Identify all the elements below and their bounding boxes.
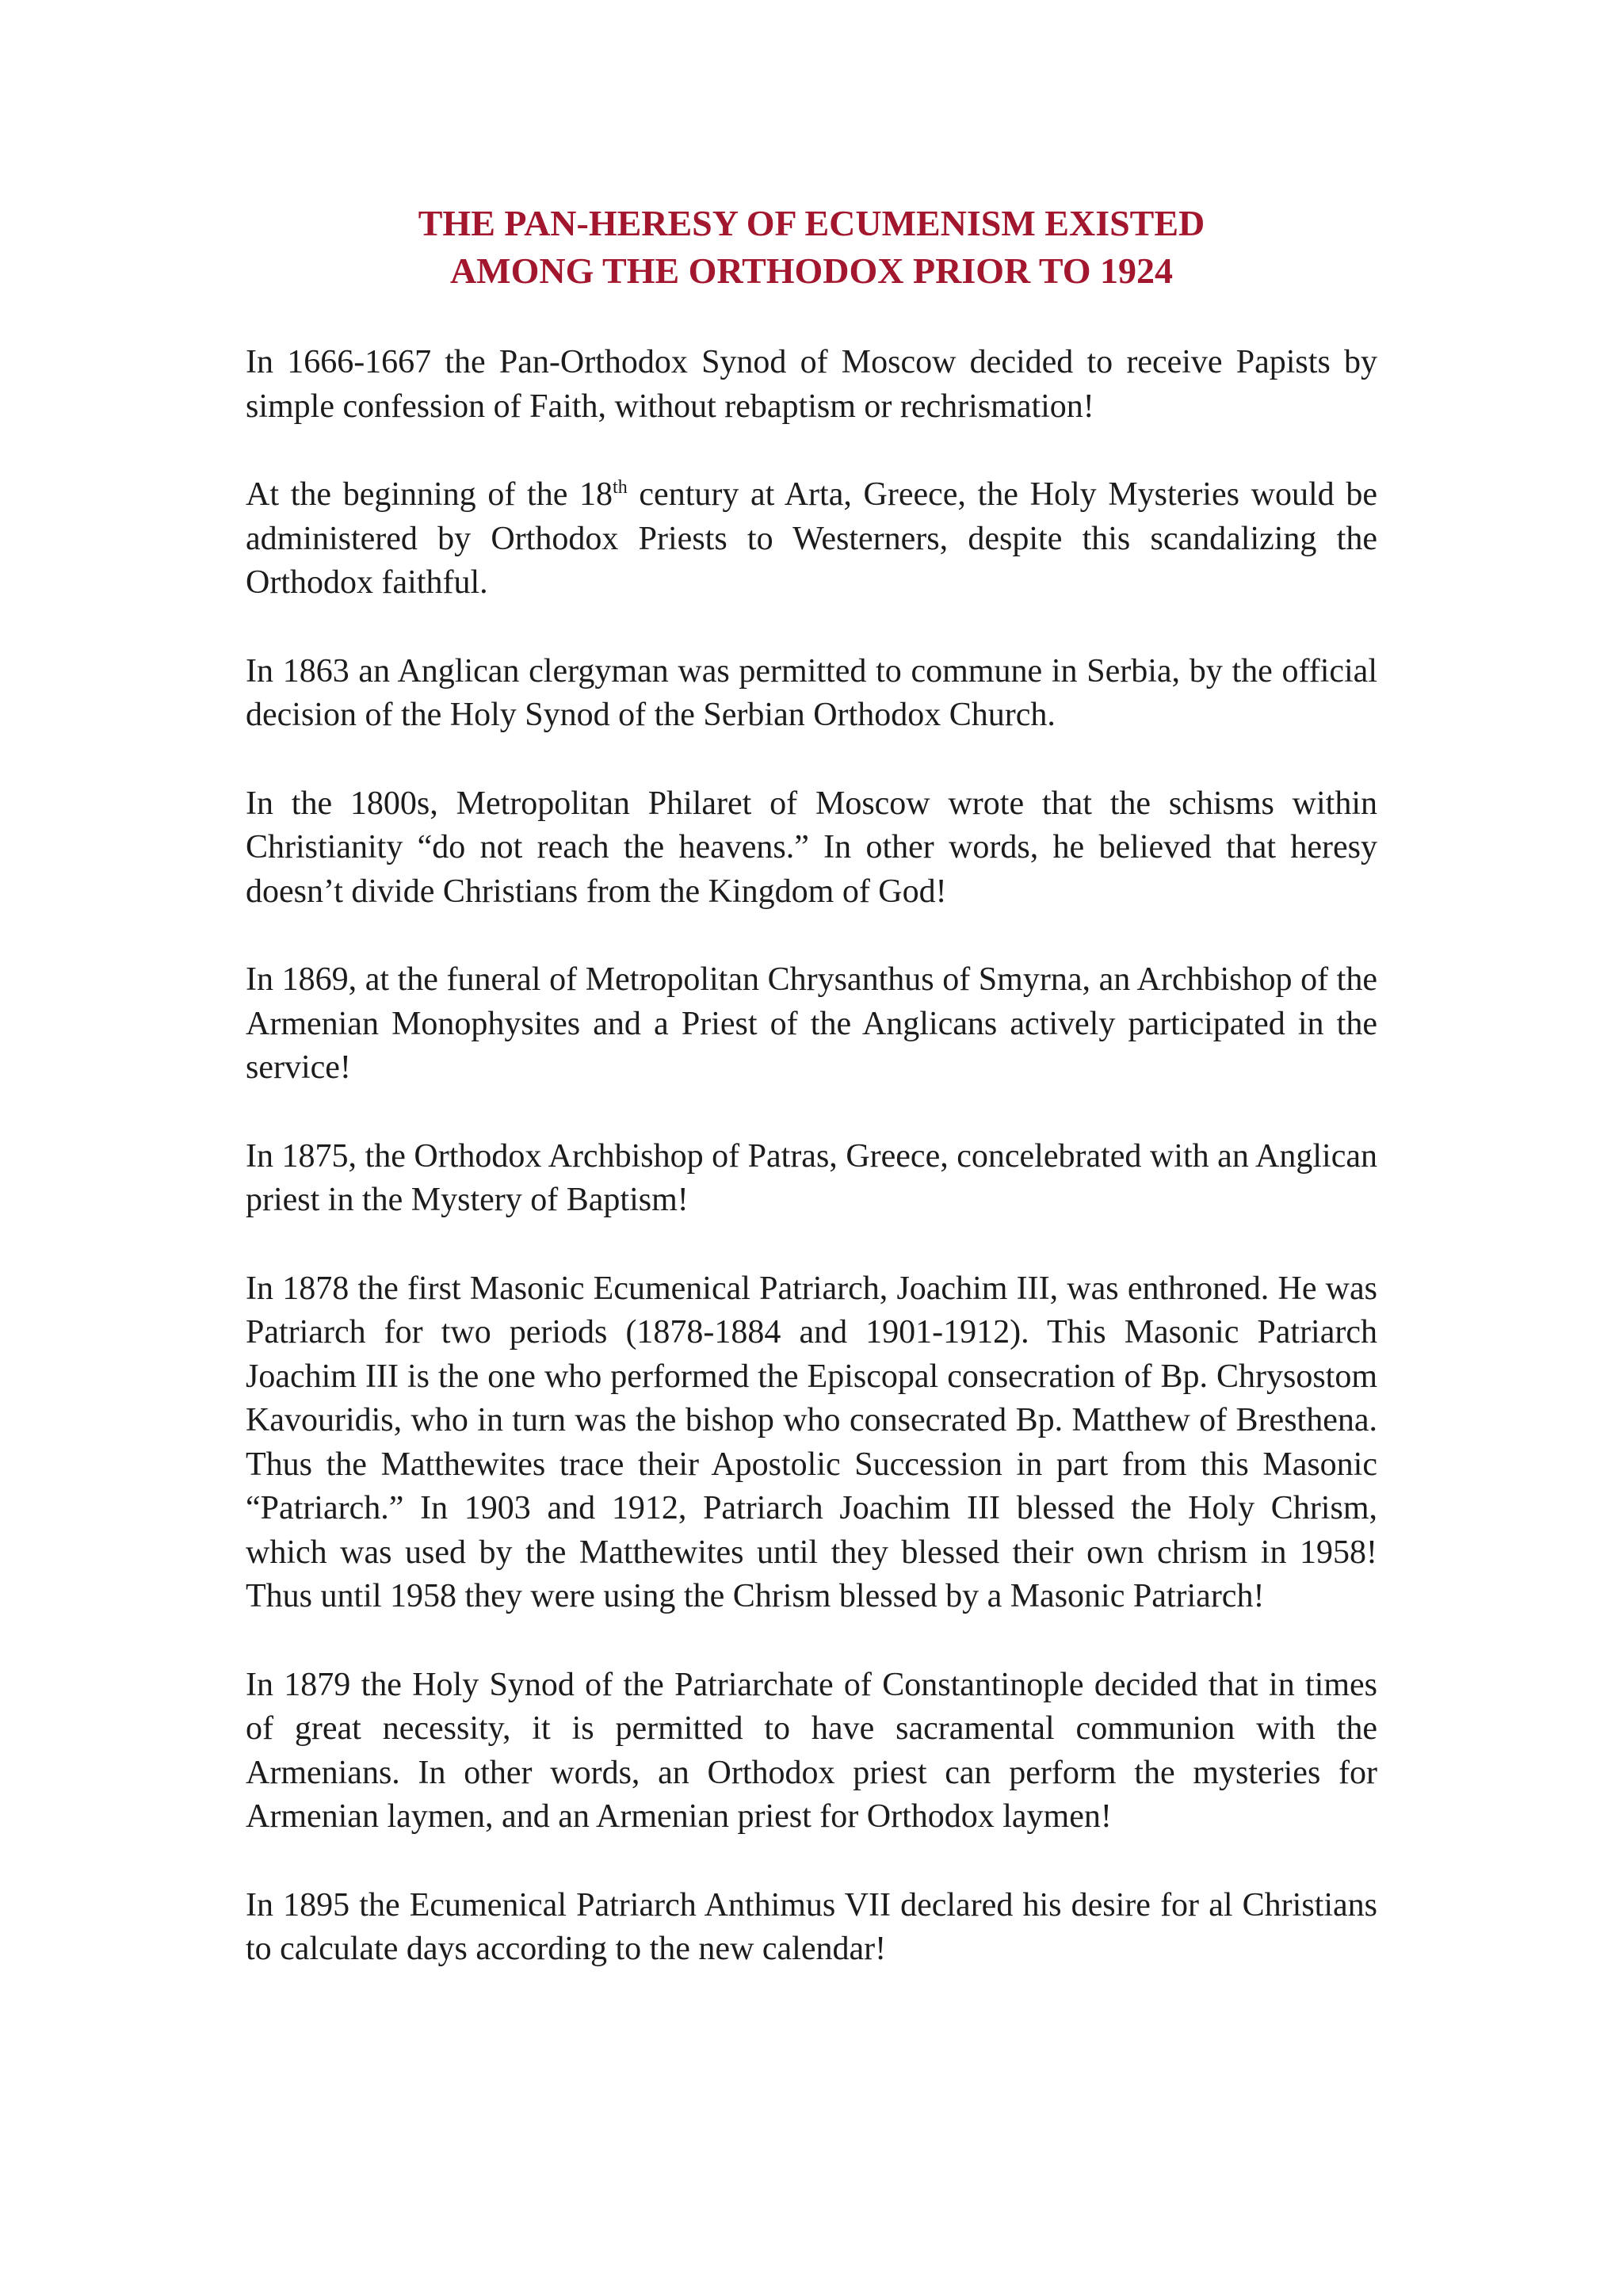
paragraph-7: In 1878 the first Masonic Ecumenical Patriarch, Joachim III, was enthroned. He was Patriarch for two periods (1878-1884 and 1901-1912). This Masonic Patriarch Joachim III is the one who performed the Episcopal consecration of Bp. Chrysostom Kavouridis, who in turn was the bishop who consecrated Bp. Matthew of Bresthena. Thus the Matthewites trace their Apostolic Succession in part from this Masonic “Patriarch.” In 1903 and 1912, Patriarch Joachim III blessed the Holy Chrism, which was used by the Matthewites until they blessed their own chrism in 1958! Thus until 1958 they were using the Chrism blessed by a Masonic Patriarch! — [246, 1270, 1377, 1614]
ordinal-suffix: th — [613, 477, 628, 498]
document-body — [246, 341, 1377, 1972]
page-title — [246, 200, 1377, 295]
paragraph-3: In 1863 an Anglican clergyman was permitted to commune in Serbia, by the official decision of the Holy Synod of the Serbian Orthodox Church. — [246, 652, 1377, 733]
paragraph-9: In 1895 the Ecumenical Patriarch Anthimus VII declared his desire for al Christians to calculate days according to the new calendar! — [246, 1886, 1377, 1967]
title-line-1: THE PAN-HERESY OF ECUMENISM EXISTED — [418, 203, 1205, 243]
paragraph-1: In 1666-1667 the Pan-Orthodox Synod of Moscow decided to receive Papists by simple confession of Faith, without rebaptism or rechrismation! — [246, 344, 1377, 425]
paragraph-2-start: At the beginning of the 18 — [246, 476, 613, 513]
paragraph-2-end: century at Arta, Greece, the Holy Mysteries would be administered by Orthodox Priests to Westerners, despite this scandalizing the Orthodox faithful. — [246, 476, 1377, 601]
paragraph-6: In 1875, the Orthodox Archbishop of Patras, Greece, concelebrated with an Anglican priest in the Mystery of Baptism! — [246, 1137, 1377, 1218]
paragraph-2 — [246, 473, 1377, 606]
paragraph-5: In 1869, at the funeral of Metropolitan Chrysanthus of Smyrna, an Archbishop of the Armenian Monophysites and a Priest of the Anglicans actively participated in the service! — [246, 961, 1377, 1086]
title-line-2: AMONG THE ORTHODOX PRIOR TO 1924 — [449, 250, 1174, 291]
paragraph-4: In the 1800s, Metropolitan Philaret of Moscow wrote that the schisms within Christianity “do not reach the heavens.” In other words, he believed that heresy doesn’t divide Christians from the Kingdom of God! — [246, 785, 1377, 910]
paragraph-8: In 1879 the Holy Synod of the Patriarchate of Constantinople decided that in times of great necessity, it is permitted to have sacramental communion with the Armenians. In other words, an Orthodox priest can perform the mysteries for Armenian laymen, and an Armenian priest for Orthodox laymen! — [246, 1666, 1377, 1835]
